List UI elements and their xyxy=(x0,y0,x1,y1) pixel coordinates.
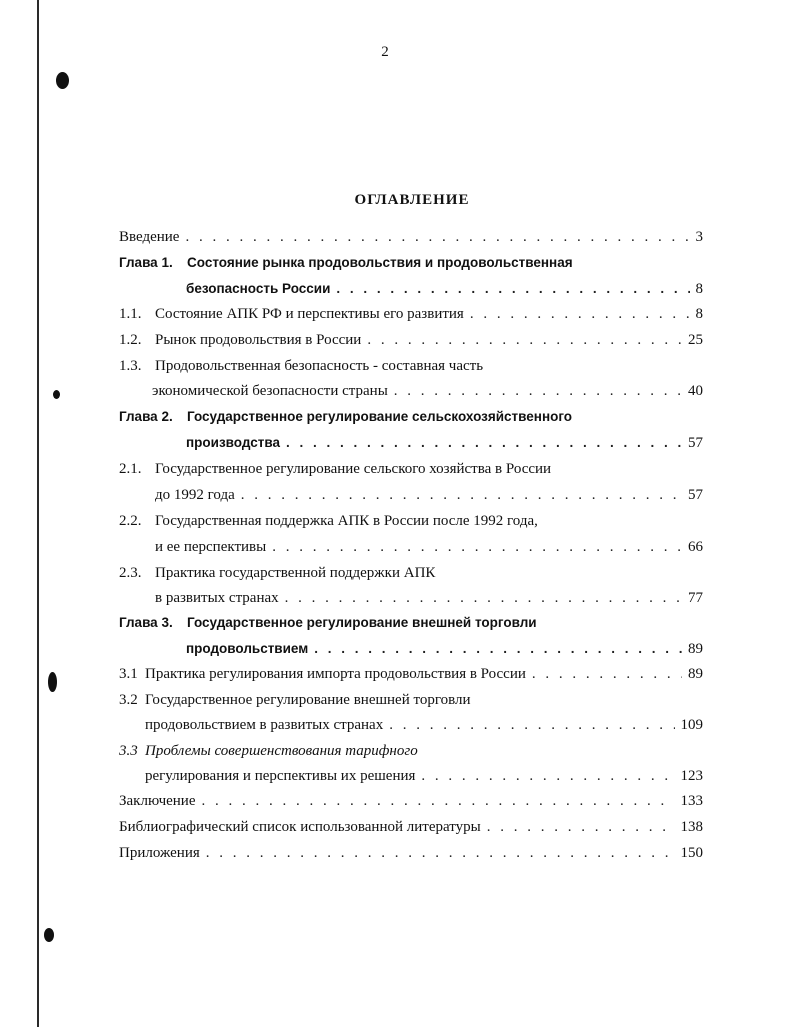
toc-entry-text: Состояние АПК РФ и перспективы его развития xyxy=(155,306,464,322)
toc-section-1-3 xyxy=(119,355,703,377)
toc-entry-text: безопасность России xyxy=(186,281,331,296)
dot-leader xyxy=(487,816,675,838)
toc-entry-text: продовольствием xyxy=(186,641,309,656)
toc-section-1-3-cont xyxy=(152,380,703,402)
scan-speck xyxy=(48,672,57,692)
toc-section-1-2 xyxy=(119,329,703,351)
toc-entry-text: до 1992 года xyxy=(155,487,235,503)
toc-entry-text: Проблемы совершенствования тарифного xyxy=(145,743,418,759)
scan-speck xyxy=(44,928,54,942)
toc-entry-page: 25 xyxy=(688,332,703,348)
dot-leader xyxy=(314,638,682,660)
toc-entry-text: Введение xyxy=(119,229,180,245)
toc-section-3-1 xyxy=(119,663,703,685)
toc-chapter-3-cont xyxy=(186,638,703,660)
scan-speck xyxy=(53,390,60,399)
dot-leader xyxy=(336,278,689,300)
toc-entry-introduction xyxy=(119,226,703,248)
dot-leader xyxy=(470,303,690,325)
dot-leader xyxy=(185,226,689,248)
toc-entry-page: 89 xyxy=(688,666,703,682)
toc-chapter-1-cont xyxy=(186,278,703,300)
toc-entry-text: Рынок продовольствия в России xyxy=(155,332,362,348)
toc-section-1-1 xyxy=(119,303,703,325)
toc-entry-page: 123 xyxy=(680,768,703,784)
toc-entry-text: регулирования и перспективы их решения xyxy=(145,768,416,784)
toc-section-3-2 xyxy=(119,689,703,711)
dot-leader xyxy=(206,842,675,864)
toc-section-number: 2.3. xyxy=(119,565,142,581)
toc-section-number: 1.1. xyxy=(119,306,142,322)
toc-section-number: 2.1. xyxy=(119,461,142,477)
toc-entry-text: производства xyxy=(186,435,280,450)
toc-section-2-1-cont xyxy=(155,484,703,506)
toc-section-number: 1.3. xyxy=(119,358,142,374)
toc-entry-page: 133 xyxy=(680,793,703,809)
toc-entry-appendices xyxy=(119,842,703,864)
dot-leader xyxy=(286,432,682,454)
toc-entry-page: 77 xyxy=(688,590,703,606)
scan-edge-line xyxy=(37,0,39,1027)
toc-entry-text: Библиографический список использованной литературы xyxy=(119,819,481,835)
toc-entry-text: Государственное регулирование внешней торговли xyxy=(187,615,537,630)
toc-title: ОГЛАВЛЕНИЕ xyxy=(354,192,470,208)
toc-entry-page: 57 xyxy=(688,435,703,451)
dot-leader xyxy=(367,329,682,351)
toc-section-2-3-cont xyxy=(155,587,703,609)
dot-leader xyxy=(394,380,682,402)
toc-section-3-2-cont xyxy=(145,714,703,736)
toc-section-number: 2.2. xyxy=(119,513,142,529)
toc-entry-text: Приложения xyxy=(119,845,200,861)
toc-chapter-2-cont xyxy=(186,432,703,454)
scan-speck xyxy=(56,72,69,89)
toc-entry-page: 3 xyxy=(695,229,703,245)
toc-entry-text: и ее перспективы xyxy=(155,539,267,555)
toc-entry-page: 66 xyxy=(688,539,703,555)
toc-entry-page: 89 xyxy=(688,641,703,657)
toc-chapter-number: Глава 1. xyxy=(119,255,173,270)
toc-chapter-3 xyxy=(119,612,703,634)
toc-chapter-number: Глава 2. xyxy=(119,409,173,424)
toc-section-3-3 xyxy=(119,740,703,762)
toc-entry-text: Государственная поддержка АПК в России после 1992 года, xyxy=(155,513,538,529)
toc-section-number: 1.2. xyxy=(119,332,142,348)
toc-chapter-number: Глава 3. xyxy=(119,615,173,630)
toc-section-2-1 xyxy=(119,458,703,480)
toc-section-number: 3.2 xyxy=(119,692,138,708)
toc-section-2-2 xyxy=(119,510,703,532)
toc-entry-text: Государственное регулирование внешней торговли xyxy=(145,692,471,708)
toc-entry-text: Практика государственной поддержки АПК xyxy=(155,565,436,581)
toc-chapter-1 xyxy=(119,252,703,274)
toc-section-number: 3.3 xyxy=(119,743,138,759)
dot-leader xyxy=(241,484,682,506)
toc-entry-text: продовольствием в развитых странах xyxy=(145,717,384,733)
toc-entry-page: 57 xyxy=(688,487,703,503)
toc-chapter-2 xyxy=(119,406,703,428)
toc-entry-bibliography xyxy=(119,816,703,838)
toc-section-2-3 xyxy=(119,562,703,584)
toc-entry-conclusion xyxy=(119,790,703,812)
dot-leader xyxy=(389,714,674,736)
page-number: 2 xyxy=(381,44,389,60)
toc-entry-text: Практика регулирования импорта продовольствия в России xyxy=(145,666,526,682)
toc-entry-text: Государственное регулирование сельского хозяйства в России xyxy=(155,461,552,477)
toc-entry-text: Состояние рынка продовольствия и продовольственная xyxy=(187,255,573,270)
toc-entry-text: Заключение xyxy=(119,793,196,809)
dot-leader xyxy=(532,663,682,685)
toc-section-3-3-cont xyxy=(145,765,703,787)
dot-leader xyxy=(202,790,675,812)
toc-entry-page: 8 xyxy=(695,306,703,322)
toc-entry-page: 8 xyxy=(695,281,703,297)
toc-entry-page: 109 xyxy=(680,717,703,733)
dot-leader xyxy=(272,536,682,558)
dot-leader xyxy=(421,765,674,787)
toc-entry-text: Продовольственная безопасность - составная часть xyxy=(155,358,484,374)
toc-entry-text: экономической безопасности страны xyxy=(152,383,388,399)
toc-entry-text: Государственное регулирование сельскохозяйственного xyxy=(187,409,573,424)
toc-entry-page: 150 xyxy=(680,845,703,861)
dot-leader xyxy=(285,587,682,609)
toc-entry-page: 40 xyxy=(688,383,703,399)
toc-entry-text: в развитых странах xyxy=(155,590,279,606)
toc-section-2-2-cont xyxy=(155,536,703,558)
toc-section-number: 3.1 xyxy=(119,666,138,682)
toc-entry-page: 138 xyxy=(680,819,703,835)
